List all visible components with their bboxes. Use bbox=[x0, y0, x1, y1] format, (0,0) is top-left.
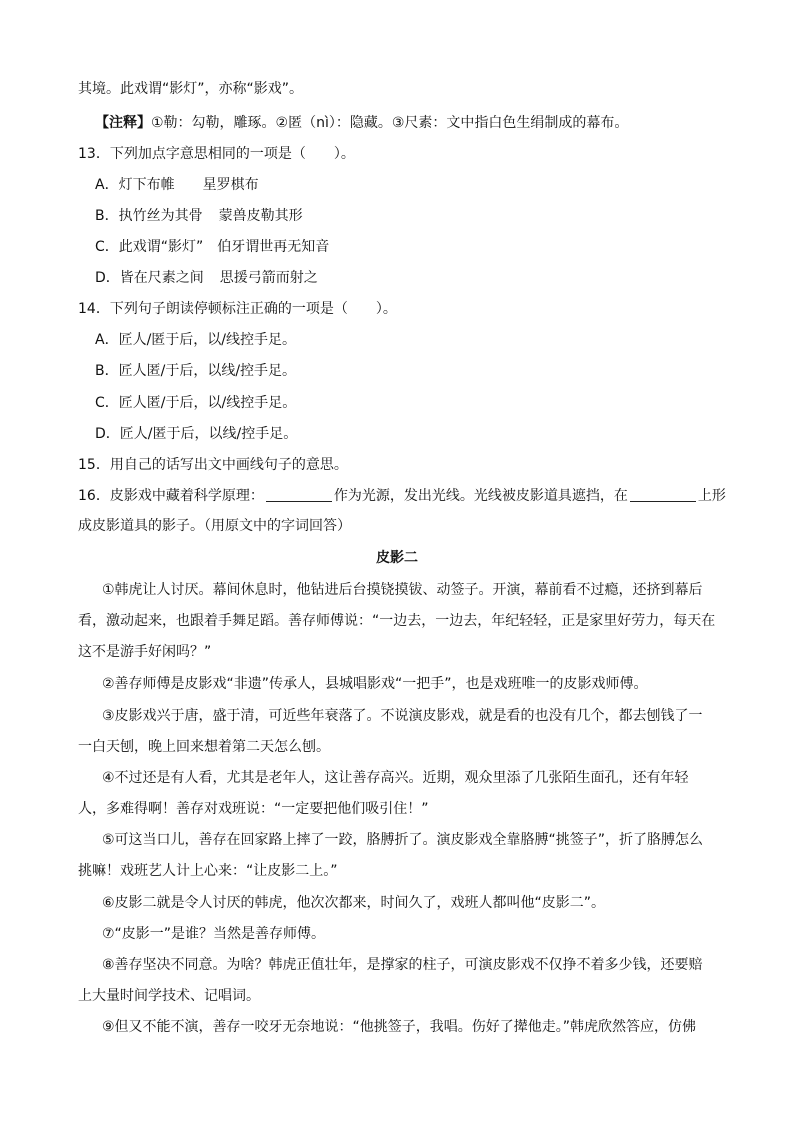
q13-option-b: B．执竹丝为其骨 蒙兽皮勒其形 bbox=[95, 208, 303, 224]
q14-option-b: B．匠人匿/于后，以线/控手足。 bbox=[95, 363, 297, 379]
paragraph-3-line-1: ③皮影戏兴于唐，盛于清，可近些年衰落了。不说演皮影戏，就是看的也没有几个，都去刨钱了一 bbox=[102, 708, 703, 724]
annotation-label: 【注释】 bbox=[95, 115, 151, 131]
annotation-text: ①勒：勾勒，雕琢。②匿（nì）：隐藏。③尺素：文中指白色生绢制成的幕布。 bbox=[151, 115, 629, 131]
paragraph-9-line-1: ⑨但又不能不演，善存一咬牙无奈地说：“他挑签子，我唱。伤好了撵他走。”韩虎欣然答应，仿佛 bbox=[102, 1019, 697, 1035]
paragraph-4-line-1: ④不过还是有人看，尤其是老年人，这让善存高兴。近期，观众里添了几张陌生面孔，还有年轻 bbox=[102, 770, 689, 786]
paragraph-5-line-2: 挑嘛！戏班艺人计上心来：“让皮影二上。” bbox=[78, 863, 338, 879]
q14-option-a: A．匠人/匿于后，以/线控手足。 bbox=[95, 332, 297, 348]
paragraph-3-line-2: 一白天刨，晚上回来想着第二天怎么刨。 bbox=[78, 739, 330, 755]
paragraph-8-line-1: ⑧善存坚决不同意。为啥？韩虎正值壮年，是撑家的柱子，可演皮影戏不仅挣不着多少钱，还要赔 bbox=[102, 957, 703, 973]
question-15-stem: 15．用自己的话写出文中画线句子的意思。 bbox=[78, 457, 348, 473]
q13-option-a: A．灯下布帷 星罗棋布 bbox=[95, 177, 259, 193]
question-13-stem: 13．下列加点字意思相同的一项是（ ）。 bbox=[78, 146, 355, 162]
paragraph-6-line-1: ⑥皮影二就是令人讨厌的韩虎，他次次都来，时间久了，戏班人都叫他“皮影二”。 bbox=[102, 895, 606, 911]
paragraph-2-line-1: ②善存师傅是皮影戏“非遗”传承人，县城唱影戏“一把手”，也是戏班唯一的皮影戏师傅。 bbox=[102, 676, 648, 692]
question-14-stem: 14．下列句子朗读停顿标注正确的一项是（ ）。 bbox=[78, 301, 397, 317]
question-16-line2: 成皮影道具的影子。（用原文中的字词回答） bbox=[78, 518, 351, 534]
paragraph-5-line-1: ⑤可这当口儿，善存在回家路上摔了一跤，胳膊折了。演皮影戏全靠胳膊“挑签子”，折了胳膊怎么 bbox=[102, 832, 704, 848]
q13-option-d: D．皆在尺素之间 思援弓箭而射之 bbox=[95, 270, 318, 286]
question-16-line1: 16．皮影戏中藏着科学原理： 作为光源，发出光线。光线被皮影道具遮挡，在 上形 bbox=[78, 488, 726, 504]
intro-line: 其境。此戏谓“影灯”，亦称“影戏”。 bbox=[78, 81, 304, 97]
paragraph-1-line-2: 看，激动起来，也跟着手舞足蹈。善存师傅说：“一边去，一边去，年纪轻轻，正是家里好劳力，每天在 bbox=[78, 613, 716, 629]
q13-option-c: C．此戏谓“影灯” 伯牙谓世再无知音 bbox=[95, 239, 330, 255]
q14-option-d: D．匠人/匿于后，以线/控手足。 bbox=[95, 426, 298, 442]
paragraph-7-line-1: ⑦“皮影一”是谁？当然是善存师傅。 bbox=[102, 926, 326, 942]
answer-blank-1[interactable] bbox=[266, 487, 332, 502]
paragraph-1-line-1: ①韩虎让人讨厌。幕间休息时，他钻进后台摸铙摸钹、动签子。开演，幕前看不过瘾，还挤到幕后 bbox=[102, 582, 703, 598]
paragraph-8-line-2: 上大量时间学技术、记唱词。 bbox=[78, 988, 260, 1004]
answer-blank-2[interactable] bbox=[630, 487, 696, 502]
paragraph-4-line-2: 人，多难得啊！善存对戏班说：“一定要把他们吸引住！” bbox=[78, 801, 429, 817]
paragraph-1-line-3: 这不是游手好闲吗？” bbox=[78, 644, 212, 660]
annotation-line bbox=[95, 113, 794, 133]
q14-option-c: C．匠人匿/于后，以/线控手足。 bbox=[95, 395, 297, 411]
story-title: 皮影二 bbox=[376, 550, 418, 566]
